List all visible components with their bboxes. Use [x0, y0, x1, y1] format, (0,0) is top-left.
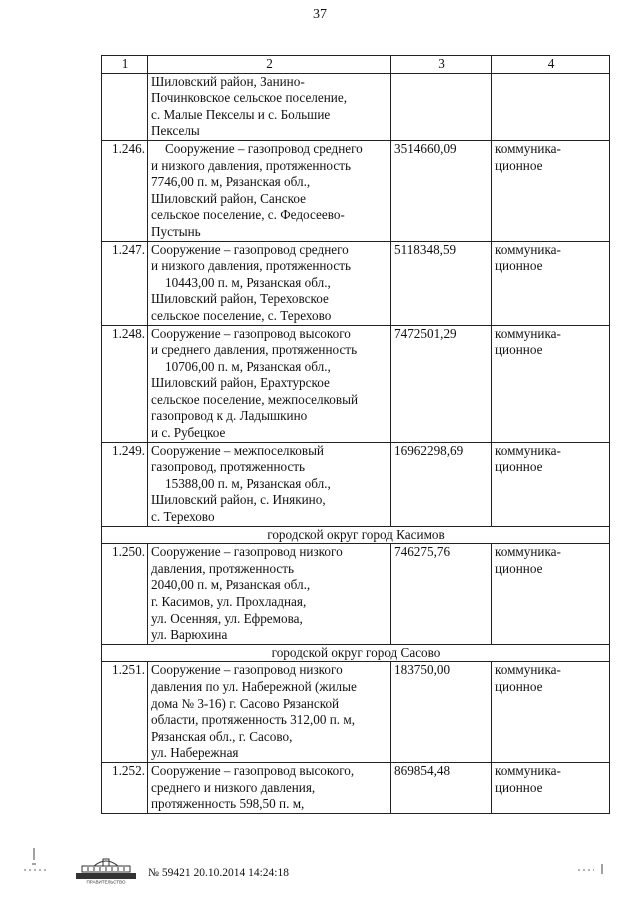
item-description [148, 662, 391, 763]
description-line: Сооружение – газопровод низкого [151, 544, 343, 560]
item-value: 746275,76 [391, 544, 492, 645]
description-line: газопровод к д. Ладышкино [151, 408, 308, 424]
table-row [102, 762, 610, 813]
description-line: Починковское сельское поселение, [151, 90, 348, 106]
header-col-2: 2 [148, 56, 391, 74]
description-line: и среднего давления, протяженность [151, 342, 358, 358]
item-purpose [492, 241, 610, 325]
description-line: ул. Набережная [151, 745, 239, 761]
seal-label: ПРАВИТЕЛЬСТВО [86, 879, 126, 884]
description-line: с. Терехово [151, 509, 215, 525]
table-row [102, 325, 610, 442]
item-number: 1.250. [102, 544, 148, 645]
description-line: с. Малые Пекселы и с. Большие [151, 106, 331, 122]
item-value [391, 73, 492, 140]
description-line: давления по ул. Набережной (жилые [151, 678, 357, 694]
description-line: Рязанская обл., г. Сасово, [151, 728, 293, 744]
registration-stamp: № 59421 20.10.2014 14:24:18 [148, 867, 289, 879]
purpose-line: ционное [495, 342, 543, 358]
description-line: давления, протяженность [151, 560, 295, 576]
item-purpose [492, 762, 610, 813]
table-row [102, 442, 610, 526]
section-row [102, 526, 610, 544]
item-description [148, 442, 391, 526]
description-line: 10706,00 п. м, Рязанская обл., [165, 358, 331, 374]
page-number: 37 [313, 7, 327, 22]
description-line: Сооружение – газопровод среднего [151, 241, 349, 257]
item-description [148, 325, 391, 442]
section-title: городской округ город Сасово [102, 644, 610, 662]
description-line: 15388,00 п. м, Рязанская обл., [165, 475, 331, 491]
item-description [148, 73, 391, 140]
description-line: ул. Варюхина [151, 627, 228, 643]
purpose-line: ционное [495, 678, 543, 694]
table-header-row [102, 56, 610, 74]
header-col-1: 1 [102, 56, 148, 74]
header-col-4: 4 [492, 56, 610, 74]
property-table-body [102, 56, 610, 814]
description-line: Сооружение – газопровод низкого [151, 662, 343, 678]
description-line: Сооружение – межпоселковый [151, 442, 324, 458]
description-line: Шиловский район, Санское [151, 190, 307, 206]
page-footer [0, 856, 640, 886]
purpose-line: ционное [495, 560, 543, 576]
purpose-line: коммуника- [495, 241, 561, 257]
item-purpose [492, 544, 610, 645]
item-description [148, 544, 391, 645]
item-number: 1.252. [102, 762, 148, 813]
item-description [148, 241, 391, 325]
item-value: 183750,00 [391, 662, 492, 763]
item-value: 7472501,29 [391, 325, 492, 442]
item-number: 1.249. [102, 442, 148, 526]
scan-marks-right [570, 850, 620, 880]
description-line: Шиловский район, Ерахтурское [151, 375, 330, 391]
purpose-line: коммуника- [495, 762, 561, 778]
description-line: дома № 3-16) г. Сасово Рязанской [151, 695, 340, 711]
item-number: 1.246. [102, 140, 148, 241]
section-title: городской округ город Касимов [102, 526, 610, 544]
table-row [102, 544, 610, 645]
table-row [102, 241, 610, 325]
description-line: Сооружение – газопровод высокого [151, 325, 351, 341]
purpose-line: ционное [495, 157, 543, 173]
item-value: 3514660,09 [391, 140, 492, 241]
item-purpose [492, 442, 610, 526]
description-line: протяженность 598,50 п. м, [151, 796, 305, 812]
description-line: сельское поселение, с. Федосеево- [151, 207, 345, 223]
description-line: Сооружение – газопровод среднего [165, 140, 363, 156]
section-row [102, 644, 610, 662]
scan-marks-left [18, 846, 58, 886]
description-line: Шиловский район, Занино- [151, 73, 305, 89]
item-number: 1.247. [102, 241, 148, 325]
purpose-line: ционное [495, 258, 543, 274]
purpose-line: ционное [495, 459, 543, 475]
description-line: 10443,00 п. м, Рязанская обл., [165, 274, 331, 290]
item-description [148, 140, 391, 241]
item-purpose [492, 662, 610, 763]
item-value: 5118348,59 [391, 241, 492, 325]
item-description [148, 762, 391, 813]
description-line: г. Касимов, ул. Прохладная, [151, 594, 307, 609]
property-table [101, 55, 610, 814]
item-number: 1.251. [102, 662, 148, 763]
table-row [102, 662, 610, 763]
table-row [102, 140, 610, 241]
item-purpose [492, 140, 610, 241]
description-line: Пустынь [151, 223, 201, 239]
description-line: ул. Осенняя, ул. Ефремова, [151, 610, 303, 626]
item-purpose [492, 325, 610, 442]
purpose-line: коммуника- [495, 662, 561, 678]
description-line: Шиловский район, Тереховское [151, 291, 329, 307]
header-col-3: 3 [391, 56, 492, 74]
description-line: области, протяженность 312,00 п. м, [151, 712, 356, 728]
item-number: 1.248. [102, 325, 148, 442]
purpose-line: коммуника- [495, 140, 561, 156]
description-line: Пекселы [151, 123, 200, 139]
item-number [102, 73, 148, 140]
item-purpose [492, 73, 610, 140]
description-line: 2040,00 п. м, Рязанская обл., [151, 577, 311, 593]
description-line: сельское поселение, межпоселковый [151, 391, 359, 407]
seal-emblem [70, 856, 142, 884]
purpose-line: коммуника- [495, 442, 561, 458]
purpose-line: ционное [495, 779, 543, 795]
description-line: Сооружение – газопровод высокого, [151, 762, 355, 778]
purpose-line: коммуника- [495, 544, 561, 560]
description-line: сельское поселение, с. Терехово [151, 307, 332, 323]
description-line: и низкого давления, протяженность [151, 157, 351, 173]
description-line: и с. Рубецкое [151, 425, 226, 441]
description-line: и низкого давления, протяженность [151, 258, 351, 274]
description-line: 7746,00 п. м, Рязанская обл., [151, 174, 311, 190]
table-row [102, 73, 610, 140]
item-value: 869854,48 [391, 762, 492, 813]
description-line: среднего и низкого давления, [151, 779, 316, 795]
item-value: 16962298,69 [391, 442, 492, 526]
description-line: газопровод, протяженность [151, 459, 306, 475]
description-line: Шиловский район, с. Инякино, [151, 492, 326, 508]
purpose-line: коммуника- [495, 325, 561, 341]
